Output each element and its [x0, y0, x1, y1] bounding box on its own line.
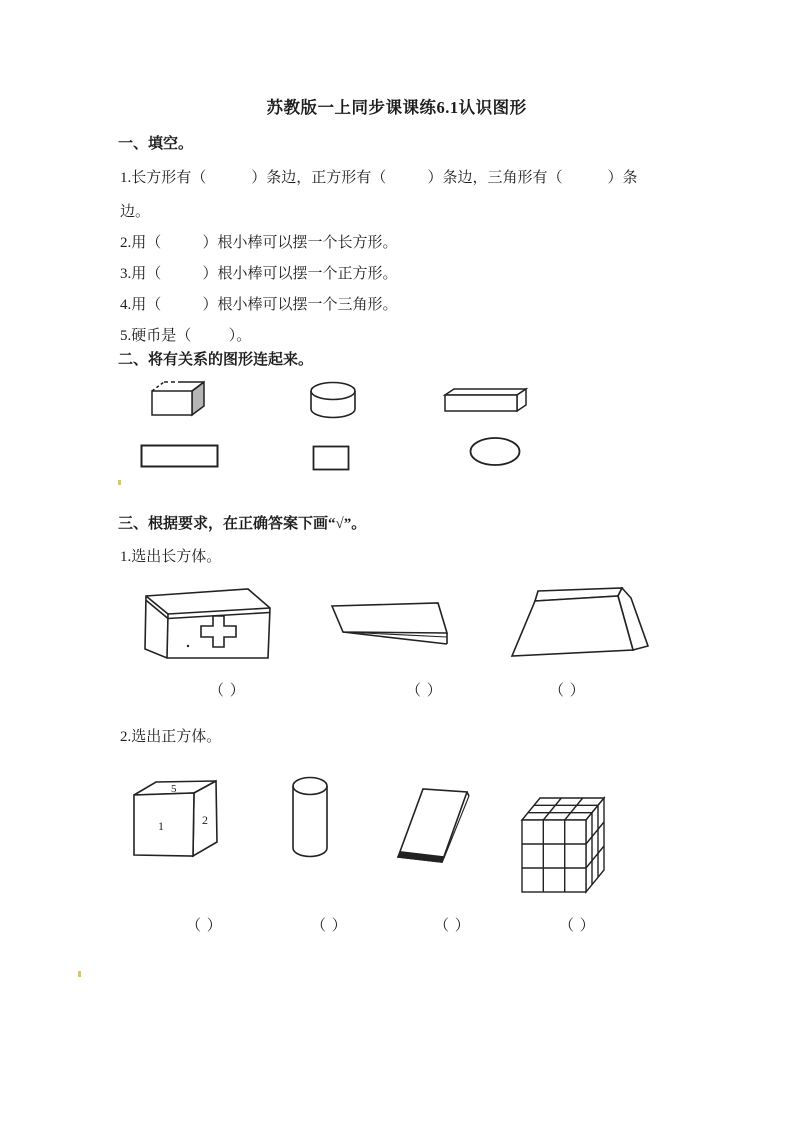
- q1-answer-blank-3: （ ）: [549, 683, 586, 699]
- q2-answer-blank-3: （ ）: [434, 918, 471, 934]
- small-rectangle-shape: [312, 445, 352, 472]
- trapezoid-block-shape: [508, 585, 653, 660]
- tall-cylinder-shape: [291, 776, 329, 860]
- page-title: 苏教版一上同步课课练6.1认识图形: [266, 98, 527, 117]
- oval-shape: [469, 436, 522, 467]
- q2-answer-blank-4: （ ）: [559, 918, 596, 934]
- scan-speck: [78, 971, 81, 977]
- section1-heading: 一、填空。: [118, 136, 194, 152]
- section3-heading: 三、根据要求，在正确答案下画“√”。: [118, 516, 367, 532]
- rubik-cube-shape: [520, 793, 610, 895]
- cuboid-box-shape: [148, 378, 208, 418]
- section3-q2-label: 2.选出正方体。: [120, 729, 222, 745]
- squat-cylinder-shape: [309, 380, 357, 420]
- scan-speck: [118, 480, 121, 485]
- section1-item4: 4.用（ ）根小棒可以摆一个三角形。: [120, 297, 398, 313]
- thin-book-shape: [396, 786, 474, 868]
- numbered-cube-shape: [130, 778, 240, 858]
- first-aid-box-shape: [143, 586, 273, 661]
- section1-item1-line1: 1.长方形有（ ）条边，正方形有（ ）条边，三角形有（ ）条: [120, 170, 638, 186]
- section1-item5: 5.硬币是（ ）。: [120, 328, 252, 344]
- cube-right-label: 2: [202, 813, 208, 827]
- section3-q1-label: 1.选出长方体。: [120, 549, 222, 565]
- cube-front-label: 1: [158, 819, 164, 833]
- q1-answer-blank-2: （ ）: [406, 683, 443, 699]
- q1-answer-blank-1: （ ）: [209, 683, 246, 699]
- q2-answer-blank-1: （ ）: [186, 918, 223, 934]
- section1-item2: 2.用（ ）根小棒可以摆一个长方形。: [120, 235, 398, 251]
- q2-answer-blank-2: （ ）: [311, 918, 348, 934]
- cube-top-label: 5: [171, 783, 177, 795]
- section2-heading: 二、将有关系的图形连起来。: [118, 352, 314, 368]
- section1-item3: 3.用（ ）根小棒可以摆一个正方形。: [120, 266, 398, 282]
- thin-wedge-shape: [328, 598, 450, 648]
- section1-item1-line2: 边。: [120, 204, 151, 220]
- long-cuboid-shape: [441, 384, 531, 412]
- wide-rectangle-shape: [140, 444, 220, 469]
